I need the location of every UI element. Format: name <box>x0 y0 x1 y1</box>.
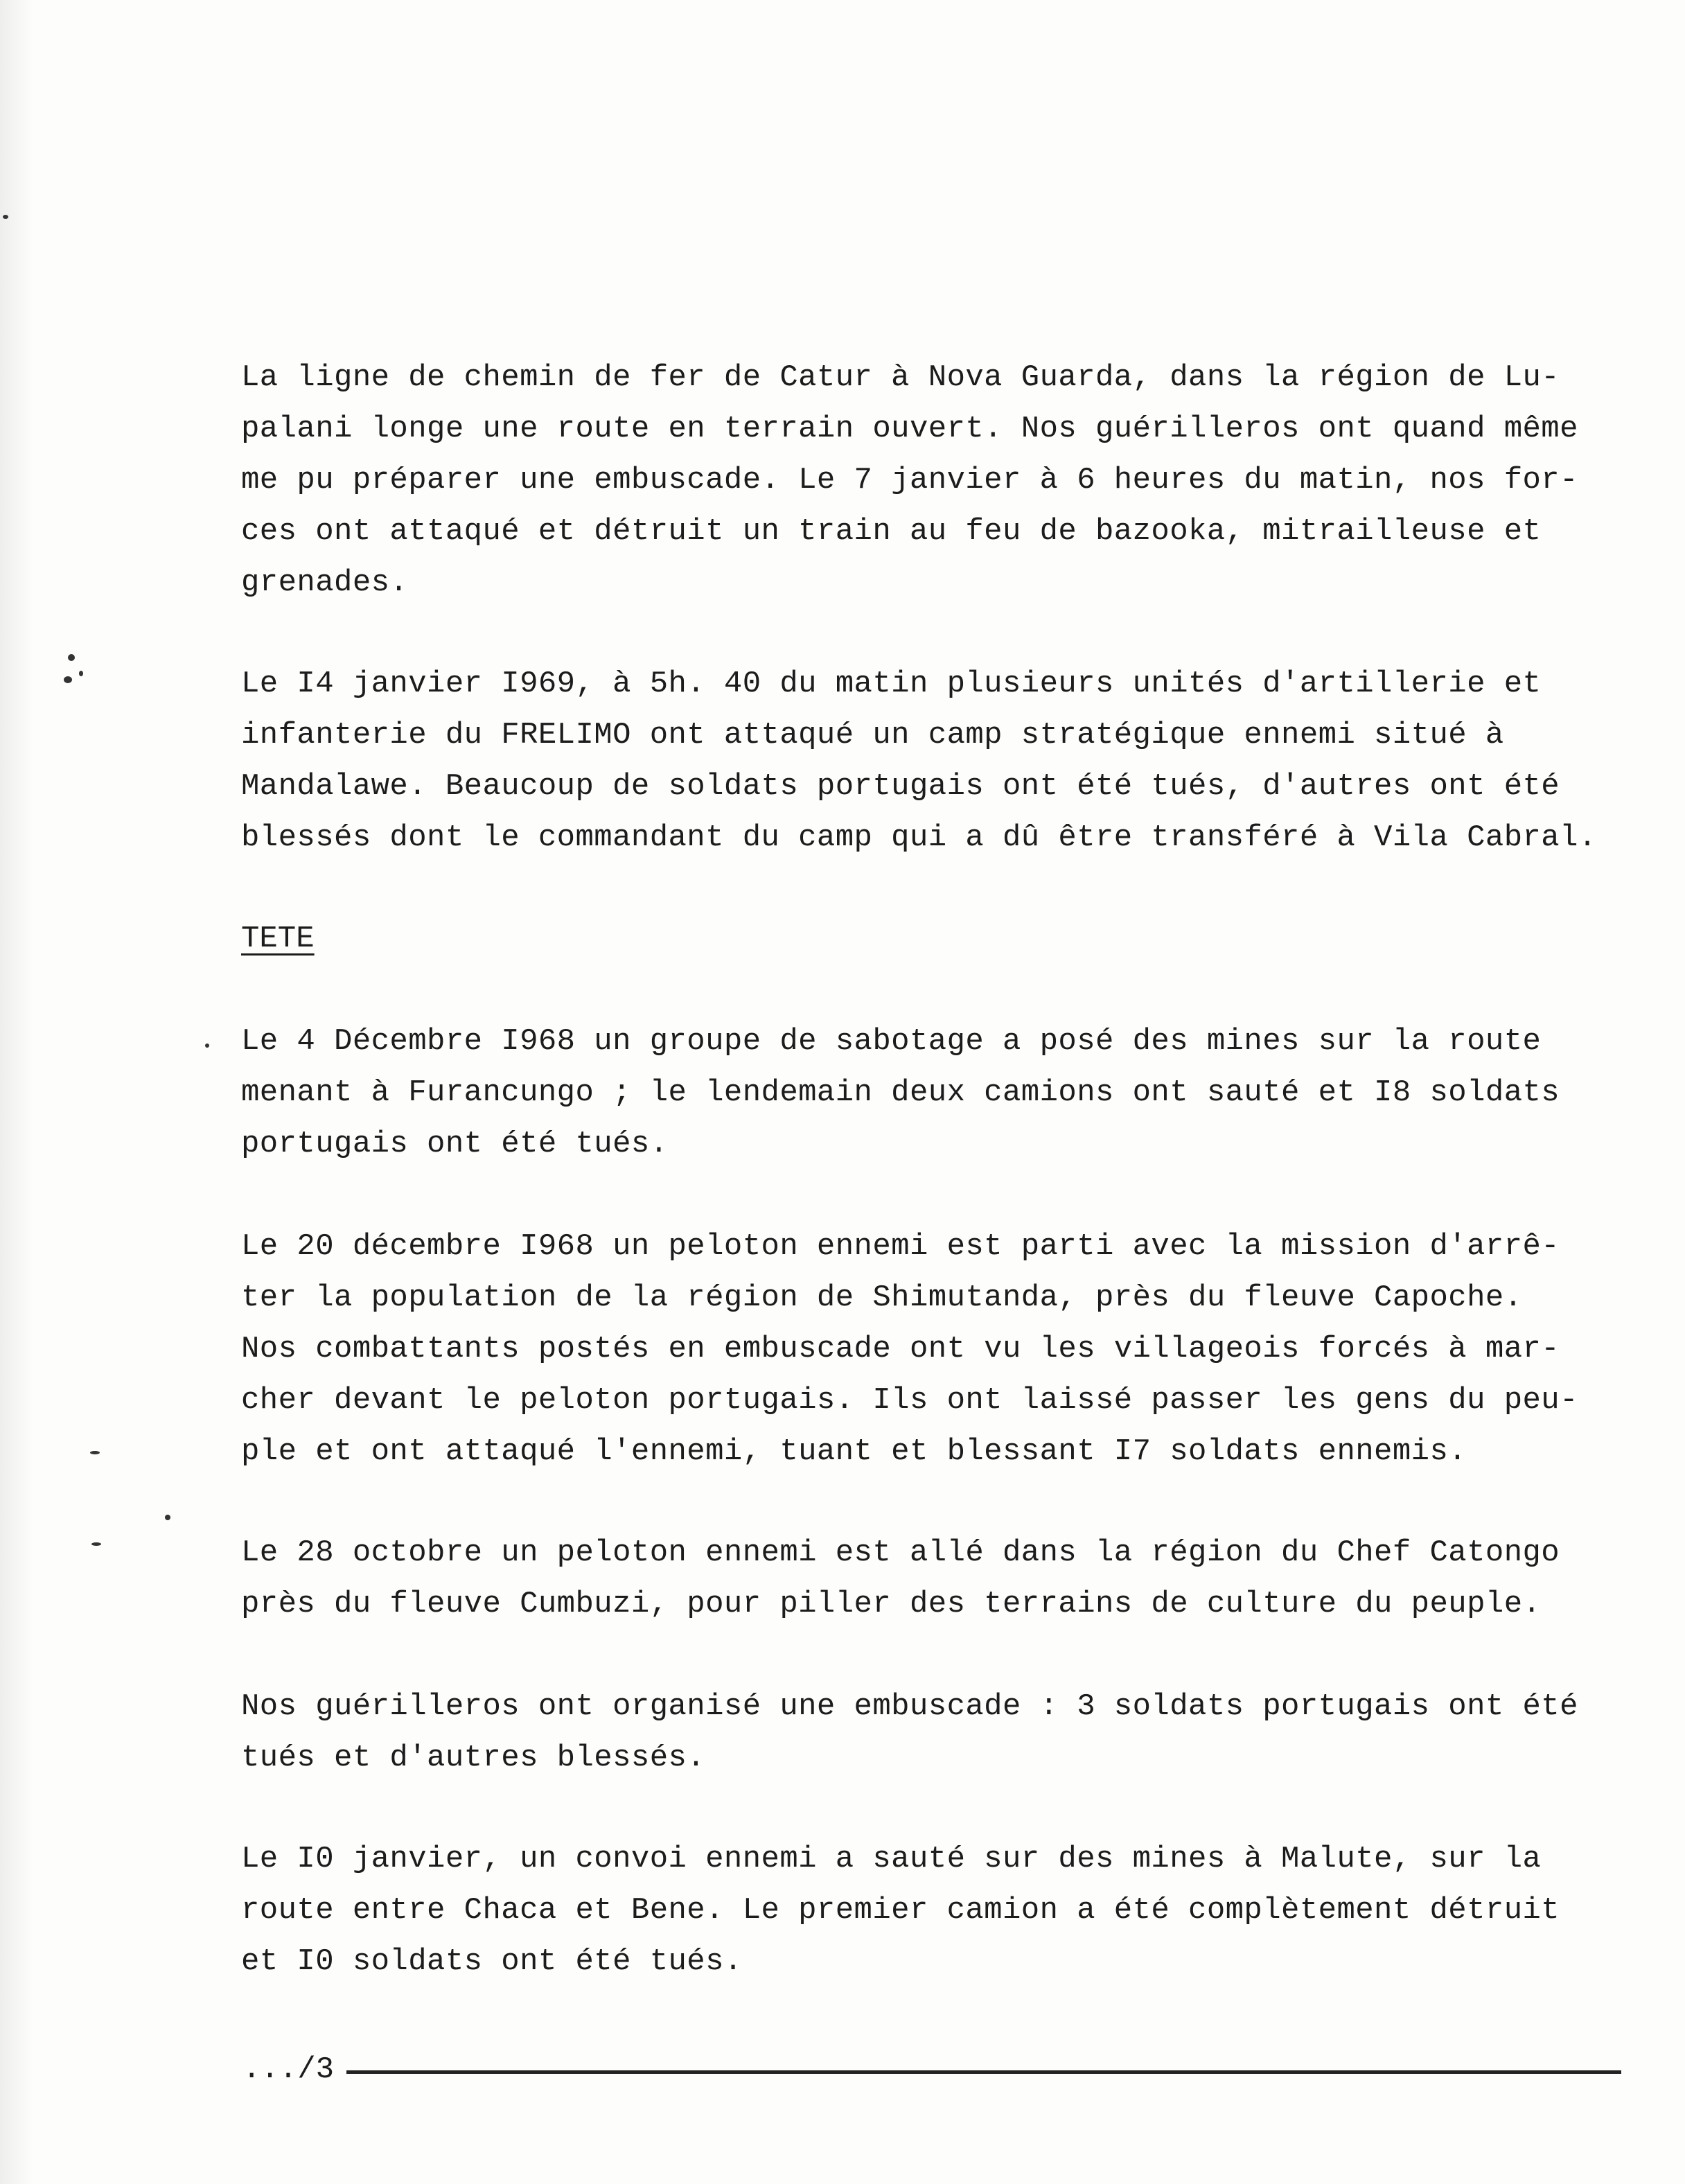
footer-rule <box>346 2070 1621 2074</box>
scan-speck <box>3 215 8 219</box>
paragraph-shimutanda-ambush: Le 20 décembre I968 un peloton ennemi est parti avec la mission d'arrê- ter la population de la région de Shimutanda, près du fleuve Capoche. Nos combattants postés en embuscade ont vu les villageois forcés à mar- cher devant le peloton portugais. Ils ont laissé passer les gens du peu- ple et ont attaqué l'ennemi, tuant et blessant I7 soldats ennemis. <box>241 1229 1578 1469</box>
page-footer <box>242 2044 1621 2099</box>
paragraph-mandalawe-attack: Le I4 janvier I969, à 5h. 40 du matin plusieurs unités d'artillerie et infanterie du FRELIMO ont attaqué un camp stratégique ennemi situé à Mandalawe. Beaucoup de soldats portugais ont été tués, d'autres ont été blessés dont le commandant du camp qui a dû être transféré à Vila Cabral. <box>241 667 1597 855</box>
scan-edge-shadow <box>0 0 33 2184</box>
paragraph-cumbuzi-patrol: Le 28 octobre un peloton ennemi est allé dans la région du Chef Catongo près du fleuve Cumbuzi, pour piller des terrains de culture du peuple. <box>241 1535 1560 1621</box>
section-heading-tete: TETE <box>241 922 315 956</box>
scan-speck <box>79 671 83 676</box>
scan-speck <box>205 1043 209 1048</box>
continuation-mark: .../3 <box>242 2052 335 2087</box>
paragraph-guerrilla-ambush: Nos guérilleros ont organisé une embuscade : 3 soldats portugais ont été tués et d'autres blessés. <box>241 1689 1578 1775</box>
scan-speck <box>91 1542 101 1546</box>
scan-speck <box>64 676 72 683</box>
scan-speck <box>90 1451 100 1454</box>
paragraph-malute-convoy: Le I0 janvier, un convoi ennemi a sauté sur des mines à Malute, sur la route entre Chaca et Bene. Le premier camion a été complètement détruit et I0 soldats ont été tués. <box>241 1842 1560 1979</box>
scan-speck <box>68 654 75 661</box>
paragraph-catur-railway: La ligne de chemin de fer de Catur à Nova Guarda, dans la région de Lu- palani longe une route en terrain ouvert. Nos guérilleros ont quand même me pu préparer une embuscade. Le 7 janvier à 6 heures du matin, nos for- ces ont attaqué et détruit un train au feu de bazooka, mitrailleuse et grenades. <box>241 360 1578 600</box>
scan-speck <box>165 1515 170 1520</box>
paragraph-furancungo-mines: Le 4 Décembre I968 un groupe de sabotage a posé des mines sur la route menant à Furancungo ; le lendemain deux camions ont sauté et I8 soldats portugais ont été tués. <box>241 1024 1560 1161</box>
